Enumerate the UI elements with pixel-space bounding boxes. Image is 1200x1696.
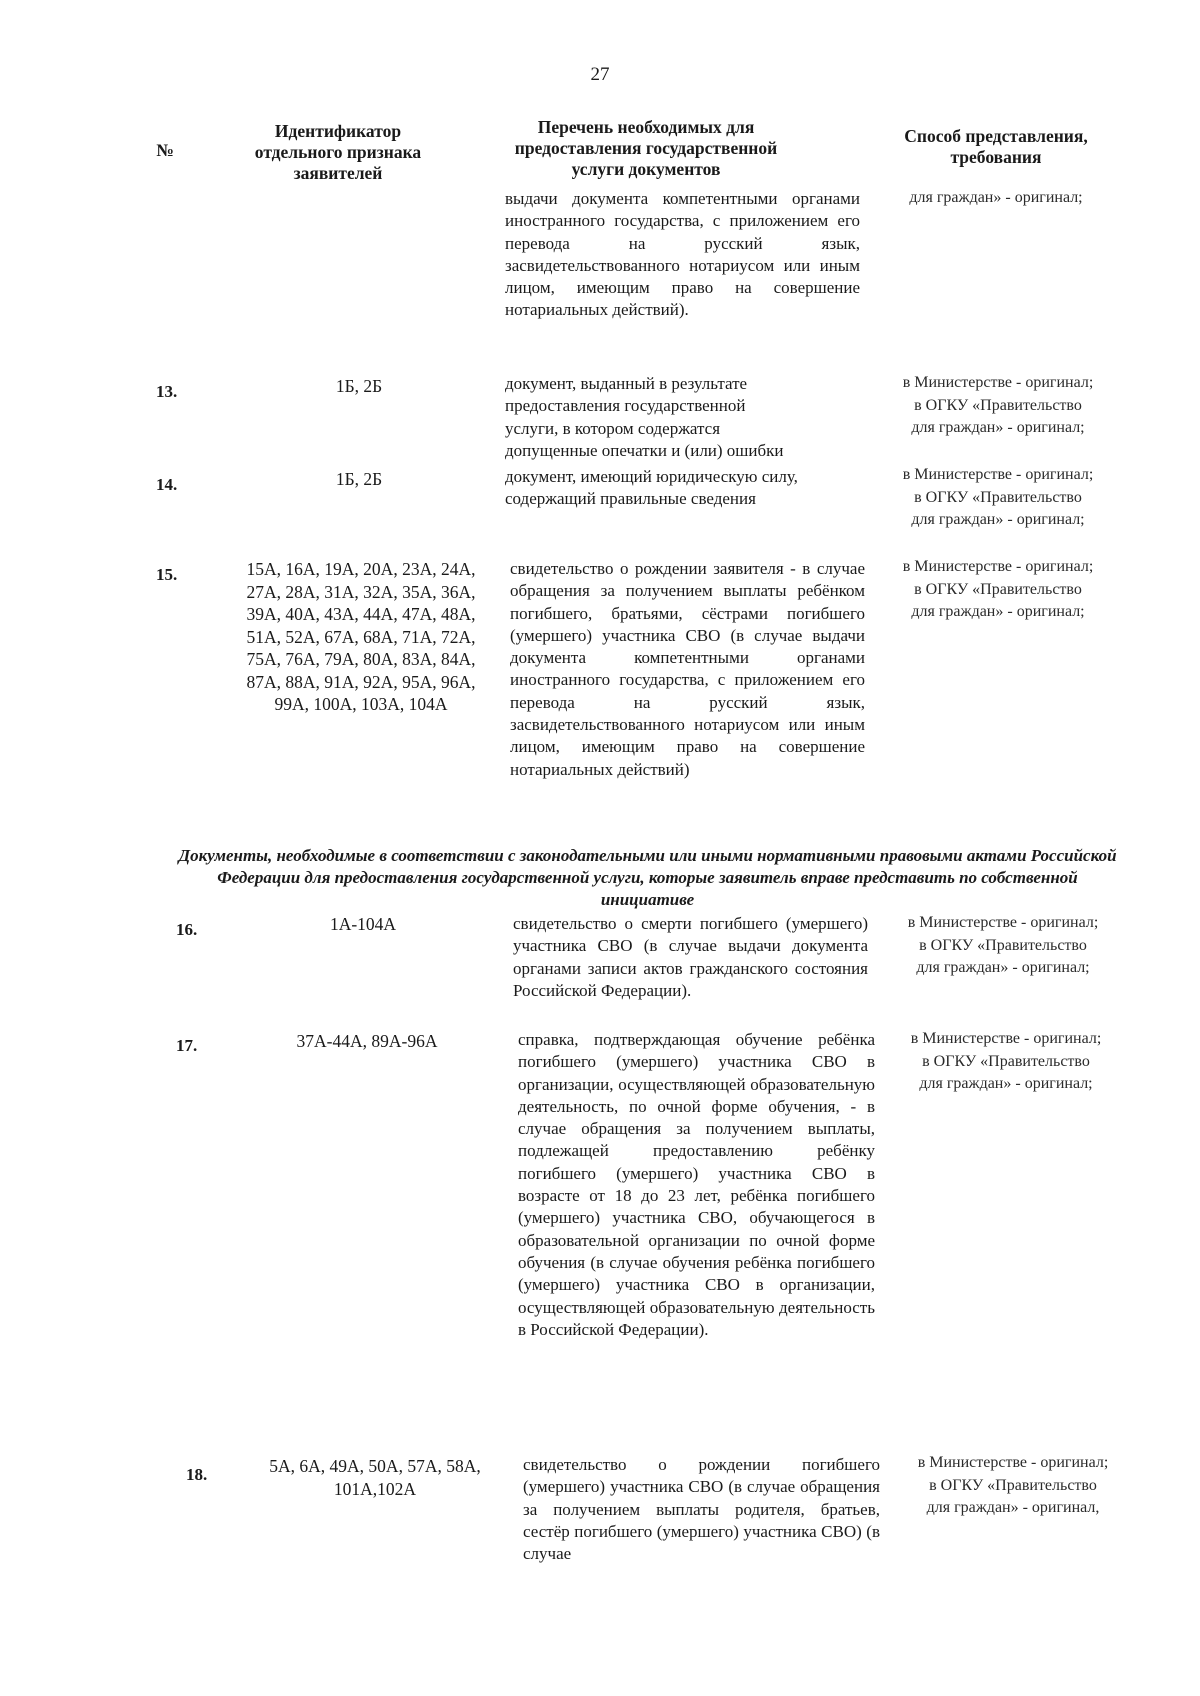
continuation-method: для граждан» - оригинал; [909, 189, 1083, 206]
row-documents: свидетельство о рождении погибшего (умершего) участника СВО (в случае обращения за получением выплаты родителя, братьев, сестёр погибшего (умершего) участника СВО) (в случае [523, 1455, 880, 1564]
section-title: Документы, необходимые в соответствии с законодательными или иными нормативными правовыми актами Российской Федерации для предоставления государственной услуги, которые заявитель вправе представить по собственной инициативе [178, 846, 1117, 909]
row-number: 13. [156, 382, 178, 401]
row-number: 17. [176, 1036, 198, 1055]
row-documents: свидетельство о рождении заявителя - в случае обращения за получением выплаты ребёнком погибшего, братьями, сёстрами погибшего (умершего) участника СВО (в случае выдачи документа компетентными органами иностранного государства, с приложением его перевода на русский язык, засвидетельствованного нотариусом или иным лицом, имеющим право на совершение нотариальных действий) [510, 559, 865, 779]
row-identifiers: 5А, 6А, 49А, 50А, 57А, 58А, 101А,102А [269, 1456, 481, 1499]
row-number: 16. [176, 920, 198, 939]
header-col-method: Способ представления, требования [904, 126, 1088, 167]
row-documents: справка, подтверждающая обучение ребёнка погибшего (умершего) участника СВО в организации, осуществляющей образовательную деятельность, по очной форме обучения, - в случае обращения за получением выплаты, подлежащей предоставлению ребёнку погибшего (умершего) участника СВО в возрасте от 18 до 23 лет, ребёнка погибшего (умершего) участника СВО, обучающегося в образовательной организации по очной форме обучения (в случае обучения ребёнка погибшего (умершего) участника СВО в организации, осуществляющей образовательную деятельность в Российской Федерации). [518, 1030, 875, 1339]
row-method: в Министерстве - оригинал; в ОГКУ «Правительство для граждан» - оригинал; [902, 466, 1094, 528]
row-method: в Министерстве - оригинал; в ОГКУ «Правительство для граждан» - оригинал, [917, 1454, 1109, 1516]
row-documents: документ, выданный в результате предоставления государственной услуги, в котором содержатся допущенные опечатки и (или) ошибки [505, 374, 784, 460]
row-method: в Министерстве - оригинал; в ОГКУ «Правительство для граждан» - оригинал; [907, 914, 1099, 976]
row-documents: свидетельство о смерти погибшего (умершего) участника СВО (в случае выдачи документа органами записи актов гражданского состояния Российской Федерации). [513, 914, 868, 1000]
row-identifiers: 1Б, 2Б [335, 376, 383, 396]
row-documents: документ, имеющий юридическую силу, содержащий правильные сведения [505, 467, 798, 509]
row-method: в Министерстве - оригинал; в ОГКУ «Правительство для граждан» - оригинал; [910, 1030, 1102, 1092]
row-identifiers: 1А-104А [329, 914, 397, 934]
row-number: 15. [156, 565, 178, 584]
page-number: 27 [590, 64, 610, 85]
row-method: в Министерстве - оригинал; в ОГКУ «Правительство для граждан» - оригинал; [902, 374, 1094, 436]
row-number: 14. [156, 475, 178, 494]
row-identifiers: 15А, 16А, 19А, 20А, 23А, 24А, 27А, 28А, 31А, 32А, 35А, 36А, 39А, 40А, 43А, 44А, 47А, 48А, 51А, 52А, 67А, 68А, 71А, 72А, 75А, 76А, 79А, 80А, 83А, 84А, 87А, 88А, 91А, 92А, 95А, 96А, 99А, 100А, 103А, 104А [246, 559, 476, 714]
continuation-documents: выдачи документа компетентными органами иностранного государства, с приложением его перевода на русский язык, засвидетельствованного нотариусом или иным лицом, имеющим право на совершение нотариальных действий). [505, 189, 860, 320]
header-col-identifier: Идентификатор отдельного признака заявителей [254, 121, 422, 183]
header-col-number: № [156, 140, 174, 160]
row-method: в Министерстве - оригинал; в ОГКУ «Правительство для граждан» - оригинал; [902, 558, 1094, 620]
row-number: 18. [186, 1465, 208, 1484]
row-identifiers: 37А-44А, 89А-96А [296, 1031, 438, 1051]
header-col-documents: Перечень необходимых для предоставления государственной услуги документов [514, 117, 778, 179]
row-identifiers: 1Б, 2Б [335, 469, 383, 489]
